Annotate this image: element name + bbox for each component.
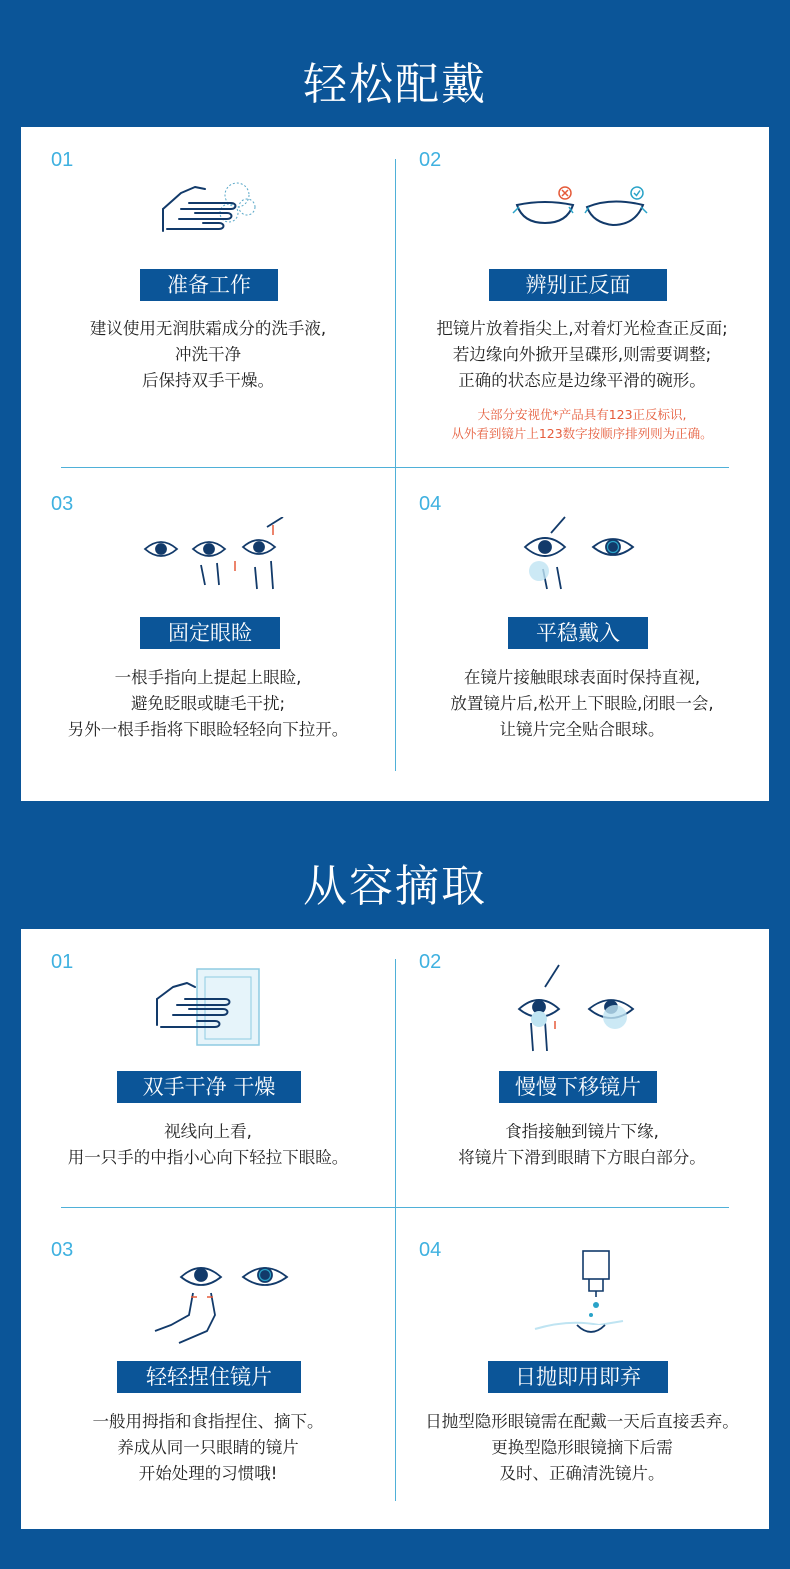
step-number: 03 (51, 1239, 74, 1261)
wear-card (21, 127, 769, 801)
step-label: 日抛即用即弃 (488, 1361, 668, 1393)
step-number: 02 (419, 149, 442, 171)
hand-drying-icon (153, 965, 265, 1049)
step-description: 一根手指向上提起上眼睑, 避免眨眼或睫毛干扰; 另外一根手指将下眼睑轻轻向下拉开。 (67, 668, 349, 739)
remove-card (21, 929, 769, 1529)
product-note: 大部分安视优*产品具有123正反标识, 从外看到镜片上123数字按顺序排列则为正确。 (451, 407, 713, 441)
step-description: 建议使用无润肤霜成分的洗手液, 冲洗干净 后保持双手干燥。 (89, 319, 327, 390)
step-label: 固定眼睑 (140, 617, 280, 649)
step-label: 平稳戴入 (508, 617, 648, 649)
lens-insert-icon (521, 513, 641, 593)
step-number: 01 (51, 149, 74, 171)
step-label: 慢慢下移镜片 (499, 1071, 657, 1103)
divider (61, 467, 729, 468)
step-description: 一般用拇指和食指捏住、摘下。 养成从同一只眼睛的镜片 开始处理的习惯哦! (92, 1412, 324, 1483)
step-label: 轻轻捏住镜片 (117, 1361, 301, 1393)
step-label: 辨别正反面 (489, 269, 667, 301)
lens-slide-icon (515, 963, 639, 1053)
step-number: 03 (51, 493, 74, 515)
hand-washing-icon (159, 173, 259, 243)
lens-dispose-icon (529, 1247, 629, 1347)
remove-section-title: 从容摘取 (303, 861, 487, 912)
step-description: 视线向上看, 用一只手的中指小心向下轻拉下眼睑。 (67, 1122, 349, 1167)
divider (61, 1207, 729, 1208)
wear-section-title: 轻松配戴 (303, 59, 487, 110)
step-label: 双手干净 干燥 (117, 1071, 301, 1103)
lens-bowl-icon (511, 183, 651, 231)
step-number: 04 (419, 1239, 442, 1261)
step-description: 日抛型隐形眼镜需在配戴一天后直接丢弃。 更换型隐形眼镜摘下后需 及时、正确清洗镜片。 (425, 1412, 739, 1483)
step-label: 准备工作 (140, 269, 278, 301)
step-description: 把镜片放着指尖上,对着灯光检查正反面; 若边缘向外掀开呈碟形,则需要调整; 正确的状态应是边缘平滑的碗形。 (436, 319, 728, 390)
step-description: 在镜片接触眼球表面时保持直视, 放置镜片后,松开上下眼睑,闭眼一会, 让镜片完全贴合眼球。 (450, 668, 714, 739)
lens-pinch-icon (149, 1259, 297, 1349)
eyelid-hold-icon (143, 517, 303, 591)
step-number: 02 (419, 951, 442, 973)
step-number: 04 (419, 493, 442, 515)
step-description: 食指接触到镜片下缘, 将镜片下滑到眼睛下方眼白部分。 (458, 1122, 706, 1167)
step-number: 01 (51, 951, 74, 973)
